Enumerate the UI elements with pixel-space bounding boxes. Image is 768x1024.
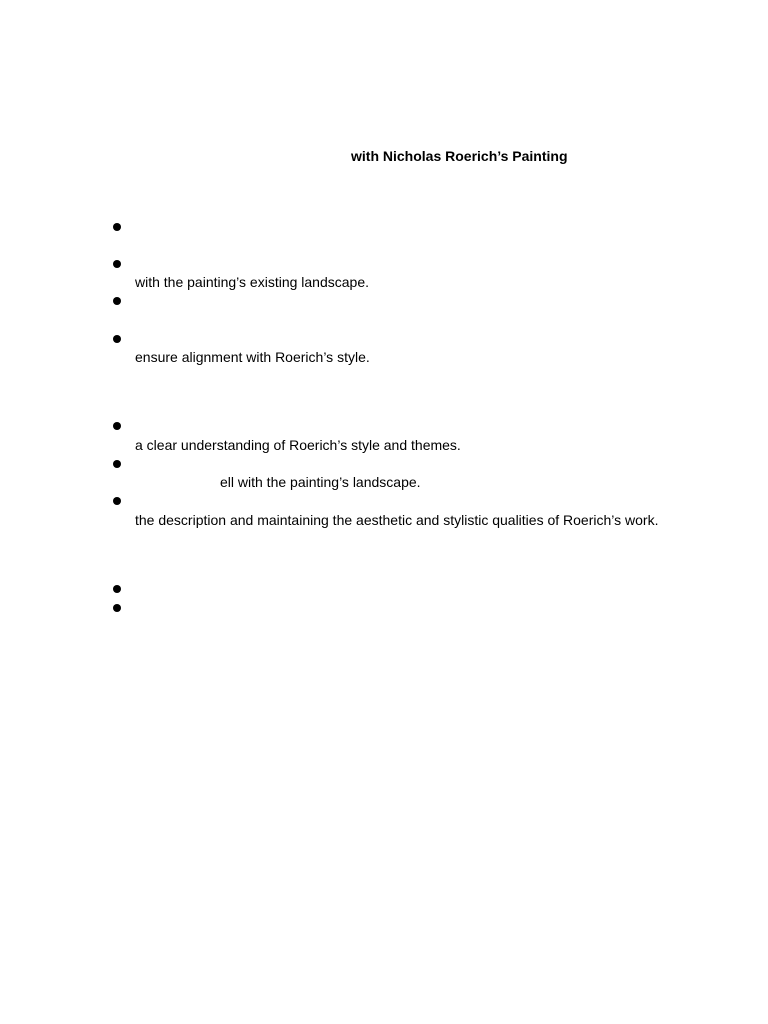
document-title: with Nicholas Roerich’s Painting [351,148,568,164]
list-item-text: ell with the painting’s landscape. [220,474,421,490]
list-item-text: ensure alignment with Roerich’s style. [135,349,370,365]
list-item-text: a clear understanding of Roerich’s style and themes. [135,437,461,453]
list-bullet [113,422,121,430]
list-bullet [113,604,121,612]
list-bullet [113,260,121,268]
list-bullet [113,460,121,468]
list-bullet [113,497,121,505]
list-bullet [113,335,121,343]
list-bullet [113,223,121,231]
list-bullet [113,297,121,305]
list-item-text: with the painting’s existing landscape. [135,274,370,290]
list-bullet [113,585,121,593]
list-item-text: the description and maintaining the aesthetic and stylistic qualities of Roerich’s work. [135,512,659,528]
